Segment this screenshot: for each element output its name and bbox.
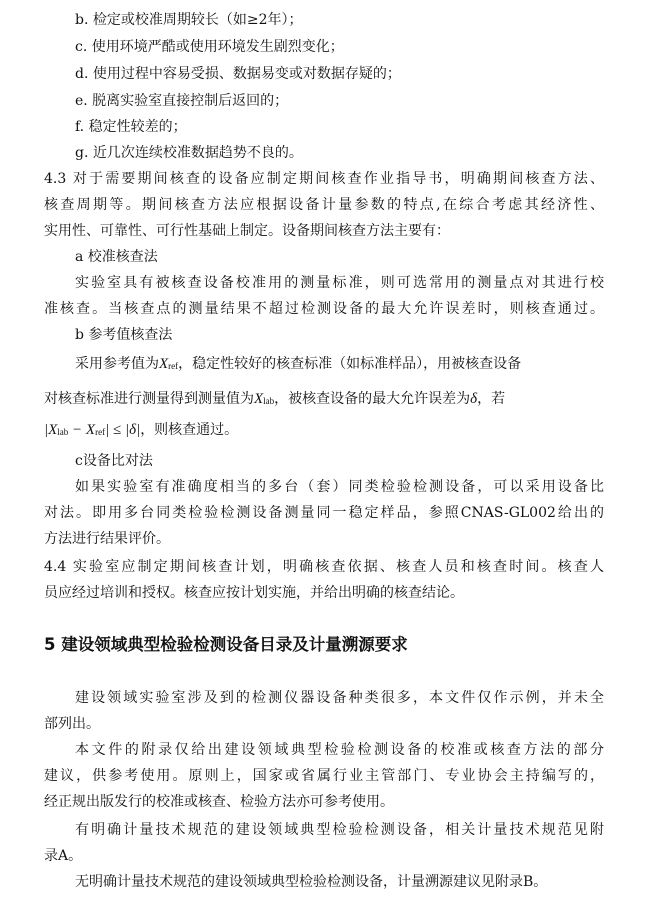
list-item-d: d. 使用过程中容易受损、数据易变或对数据存疑的； [75, 66, 401, 82]
x-variable: X [254, 391, 264, 407]
le-sign: ≤ [109, 422, 125, 438]
x-variable: X [159, 356, 169, 372]
x-variable: X [48, 422, 58, 438]
section-5-para-4-line-1: 无明确计量技术规范的建设领域典型检验检测设备，计量溯源建议见附录B。 [75, 874, 548, 890]
section-5-para-2-line-2: 建议，供参考使用。原则上，国家或省属行业主管部门、专业协会主持编写的， [44, 768, 604, 784]
method-c-line-1: 如果实验室有准确度相当的多台（套）同类检验检测设备，可以采用设备比 [75, 479, 604, 495]
method-b-text-4: ，被核查设备的最大允许误差为 [274, 391, 471, 407]
section-5-para-1-line-1: 建设领域实验室涉及到的检测仪器设备种类很多，本文件仅作示例，并未全 [75, 690, 604, 706]
method-b-text-1: 采用参考值为 [75, 356, 159, 372]
section-5-heading: 5 建设领域典型检验检测设备目录及计量溯源要求 [44, 635, 408, 654]
method-b-line-1 [75, 351, 604, 379]
clause-4-4-line-2: 员应经过培训和授权。核查应按计划实施，并给出明确的核查结论。 [44, 585, 464, 601]
section-5-para-3-line-1: 有明确计量技术规范的建设领域典型检验检测设备，相关计量技术规范见附 [75, 822, 604, 838]
method-b-heading: b 参考值核查法 [75, 327, 173, 343]
section-5-para-3-line-2: 录A。 [44, 848, 83, 864]
ref-subscript: ref [95, 427, 106, 437]
lab-subscript: lab [263, 396, 275, 406]
method-a-line-1: 实验室具有被核查设备校准用的测量标准，则可选常用的测量点对其进行校 [75, 275, 604, 291]
clause-4-3-line-2: 核查周期等。期间核查方法应根据设备计量参数的特点,在综合考虑其经济性、 [44, 197, 604, 213]
list-item-c: c. 使用环境严酷或使用环境发生剧烈变化； [75, 39, 344, 55]
delta-symbol: δ [470, 391, 478, 407]
x-variable: X [85, 422, 96, 438]
list-item-f: f. 稳定性较差的； [75, 119, 187, 135]
delta-symbol: δ [129, 422, 137, 438]
list-item-b: b. 检定或校准周期较长（如≥2年）； [75, 12, 303, 28]
method-a-heading: a 校准核查法 [75, 249, 158, 265]
minus-sign: − [68, 422, 86, 438]
method-b-text-2: ，稳定性较好的核查标准（如标准样品），用被核查设备 [178, 356, 522, 372]
section-5-para-2-line-3: 经正规出版发行的校准或核查、检验方法亦可参考使用。 [44, 794, 394, 810]
clause-4-3-line-3: 实用性、可靠性、可行性基础上制定。设备期间核查方法主要有： [44, 223, 450, 239]
list-item-e: e. 脱离实验室直接控制后返回的； [75, 93, 289, 109]
method-b-text-6: ，则核查通过。 [140, 422, 239, 438]
method-c-line-2: 对法。即用多台同类检验检测设备测量同一稳定样品，参照CNAS-GL002给出的 [44, 505, 604, 521]
method-b-line-3 [44, 417, 604, 445]
section-5-para-2-line-1: 本文件的附录仅给出建设领域典型检验检测设备的校准或核查方法的部分 [75, 742, 604, 758]
list-item-g: g. 近几次连续校准数据趋势不良的。 [75, 145, 303, 161]
method-b-text-5: ，若 [477, 391, 506, 407]
condition-formula: |Xlab − Xref| ≤ |δ| [44, 422, 141, 438]
lab-subscript: lab [57, 427, 69, 437]
clause-4-3-line-1: 4.3 对于需要期间核查的设备应制定期间核查作业指导书，明确期间核查方法、 [44, 171, 604, 187]
method-b-line-2 [44, 386, 604, 414]
x-ref-symbol [159, 356, 178, 372]
method-c-heading: c设备比对法 [75, 453, 153, 469]
section-5-para-1-line-2: 部列出。 [44, 716, 100, 732]
method-c-line-3: 方法进行结果评价。 [44, 531, 170, 547]
clause-4-4-line-1: 4.4 实验室应制定期间核查计划，明确核查依据、核查人员和核查时间。核查人 [44, 559, 604, 575]
method-b-text-3: 对核查标准进行测量得到测量值为 [44, 391, 254, 407]
x-lab-symbol [254, 391, 274, 407]
ref-subscript: ref [168, 361, 179, 371]
method-a-line-2: 准核查。当核查点的测量结果不超过检测设备的最大允许误差时，则核查通过。 [44, 301, 604, 317]
